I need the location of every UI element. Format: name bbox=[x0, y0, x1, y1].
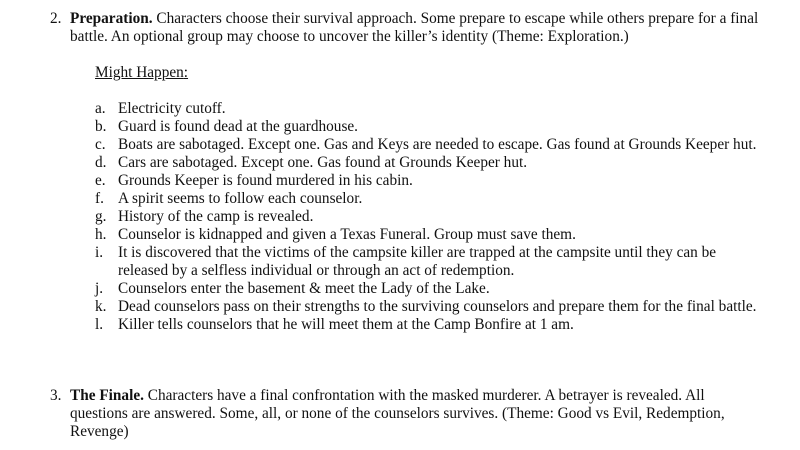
list-text: Counselor is kidnapped and given a Texas Funeral. Group must save them. bbox=[118, 226, 576, 243]
list-item bbox=[95, 190, 760, 208]
list-letter: j. bbox=[95, 280, 104, 297]
section-title: The Finale. bbox=[70, 387, 144, 404]
section-paragraph bbox=[70, 10, 760, 46]
list-item bbox=[95, 154, 760, 172]
section-number: 3. bbox=[50, 387, 62, 404]
list-item bbox=[95, 298, 760, 316]
section-body: Characters have a final confrontation with the masked murderer. A betrayer is revealed. All questions are answered. Some, all, or none of the counselors survives. (Theme: Good vs Evil, Redemption, Revenge) bbox=[70, 387, 725, 440]
list-text: Cars are sabotaged. Except one. Gas found at Grounds Keeper hut. bbox=[118, 154, 528, 171]
section-preparation bbox=[50, 10, 760, 46]
section-finale bbox=[50, 387, 760, 441]
might-happen-colon: : bbox=[183, 64, 189, 81]
list-letter: e. bbox=[95, 172, 106, 189]
list-text: Grounds Keeper is found murdered in his cabin. bbox=[118, 172, 413, 189]
list-letter: b. bbox=[95, 118, 107, 135]
list-item bbox=[95, 316, 760, 334]
might-happen-label: Might Happen bbox=[95, 64, 184, 81]
list-letter: f. bbox=[95, 190, 104, 207]
list-letter: h. bbox=[95, 226, 107, 243]
list-text: History of the camp is revealed. bbox=[118, 208, 314, 225]
list-text: Killer tells counselors that he will meet them at the Camp Bonfire at 1 am. bbox=[118, 316, 574, 333]
might-happen-list bbox=[95, 100, 760, 334]
list-text: Counselors enter the basement & meet the Lady of the Lake. bbox=[118, 280, 490, 297]
list-text: It is discovered that the victims of the campsite killer are trapped at the campsite until they can be released by a selfless individual or through an act of redemption. bbox=[118, 244, 717, 279]
section-number: 2. bbox=[50, 10, 62, 27]
section-title: Preparation. bbox=[70, 10, 153, 27]
list-text: A spirit seems to follow each counselor. bbox=[118, 190, 363, 207]
list-item bbox=[95, 280, 760, 298]
section-paragraph bbox=[70, 387, 760, 441]
list-item bbox=[95, 118, 760, 136]
list-letter: g. bbox=[95, 208, 107, 225]
list-letter: l. bbox=[95, 316, 104, 333]
might-happen-heading bbox=[95, 64, 188, 82]
list-letter: d. bbox=[95, 154, 107, 171]
section-body: Characters choose their survival approach. Some prepare to escape while others prepare for a final battle. An optional group may choose to uncover the killer’s identity (Theme: Exploration.) bbox=[70, 10, 759, 45]
list-letter: k. bbox=[95, 298, 107, 315]
list-text: Dead counselors pass on their strengths to the surviving counselors and prepare them for the final battle. bbox=[118, 298, 757, 315]
list-text: Boats are sabotaged. Except one. Gas and Keys are needed to escape. Gas found at Grounds Keeper hut. bbox=[118, 136, 757, 153]
list-item bbox=[95, 100, 760, 118]
list-letter: a. bbox=[95, 100, 106, 117]
list-letter: i. bbox=[95, 244, 104, 261]
list-item bbox=[95, 172, 760, 190]
list-item bbox=[95, 226, 760, 244]
list-item bbox=[95, 208, 760, 226]
list-letter: c. bbox=[95, 136, 106, 153]
list-item bbox=[95, 244, 760, 280]
list-text: Electricity cutoff. bbox=[118, 100, 226, 117]
list-item bbox=[95, 136, 760, 154]
list-text: Guard is found dead at the guardhouse. bbox=[118, 118, 359, 135]
